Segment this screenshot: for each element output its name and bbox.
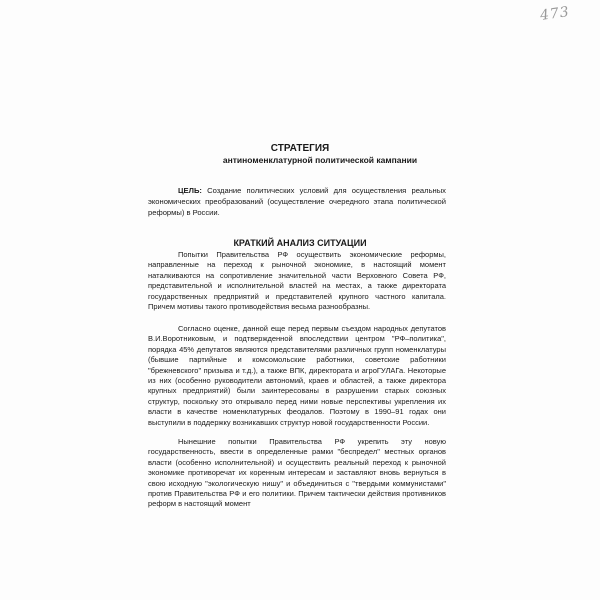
goal-block	[148, 185, 446, 219]
paragraph: Согласно оценке, данной еще перед первым съездом народных депутатов В.И.Воротниковым, и подтвержденной впоследствии центром "РФ–политика", порядка 45% депутатов являются представителями различных групп номенклатуры (бывшие партийные и комсомольские работники, советские работники "брежневского" призыва и т.д.), а также ВПК, директората и агроГУЛАГа. Некоторые из них (особенно руководители автономий, краев и областей, а также директора крупных предприятий) были заинтересованы в разрушении старых союзных структур, поскольку это открывало перед ними новые перспективы укрепления их власти в качестве номенклатурных феодалов. Поэтому в 1990–91 годах они выступили в поддержку возникавших структур новой государственности России.	[148, 324, 446, 427]
paragraph: Попытки Правительства РФ осуществить экономические реформы, направленные на переход к рыночной экономике, в настоящий момент наталкиваются на сопротивление значительной части Верховного Совета РФ, представительной и исполнительной властей на местах, а также директората государственных предприятий и представителей крупного частного капитала. Причем мотивы такого противодействия весьма разнообразны.	[148, 250, 446, 312]
goal-text: Создание политических условий для осуществления реальных экономических преобразований (осуществление очередного этапа политической реформы) в России.	[148, 186, 446, 218]
goal-label: ЦЕЛЬ:	[178, 186, 202, 195]
paragraph: Нынешние попытки Правительства РФ укрепить эту новую государственность, ввести в определенные рамки "беспредел" местных органов власти (особенно исполнительной) и осуществить реальный переход к рыночной экономике противоречат их коренным интересам и заставляют вновь вернуться в свою исходную "экологическую нишу" и объединиться с "твердыми коммунистами" против Правительства РФ и его политики. Причем тактически действия противников реформ в настоящий момент	[148, 437, 446, 509]
document-subtitle: антиноменклатурной политической кампании	[222, 155, 418, 165]
page-number: 473	[539, 4, 571, 24]
document-title: СТРАТЕГИЯ	[270, 143, 330, 154]
section-heading: КРАТКИЙ АНАЛИЗ СИТУАЦИИ	[233, 238, 367, 248]
